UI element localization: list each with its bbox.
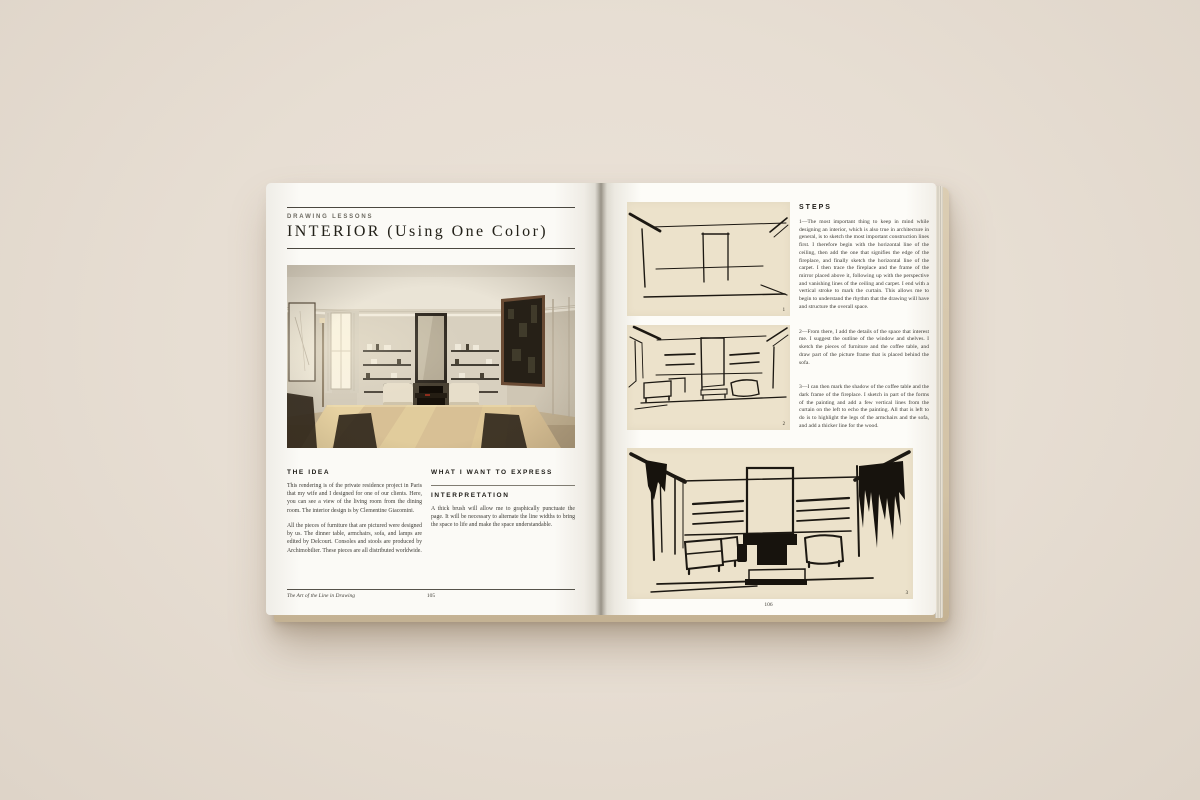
sketch-step-3 [627,448,913,599]
sketch-step-1 [627,202,790,316]
footer-rule [287,589,575,590]
sketch-step-1-drawing [627,202,790,316]
steps-column [799,204,929,431]
right-page-content [601,183,936,615]
page-number-right: 106 [764,602,773,608]
lesson-eyebrow: DRAWING LESSONS [287,214,374,220]
sketch-step-2-drawing [627,325,790,430]
interior-photo [287,265,575,448]
idea-heading: THE IDEA [287,469,331,476]
idea-column [287,469,422,555]
left-footer [287,589,575,601]
lesson-title: INTERIOR (Using One Color) [287,223,549,240]
page-stack-edge [935,186,943,618]
sketch-step-3-drawing [627,448,913,599]
book-title: The Art of the Line in Drawing [287,593,356,599]
express-column [431,469,575,555]
photo-vignette [287,265,575,448]
panel-1-number: 1 [782,308,785,313]
interpretation-heading: INTERPRETATION [431,492,510,499]
step-paragraph-3: 3—I can then mark the shadow of the coffee table and the dark frame of the fireplace. I sketch in part of the forms of the painting and add a few vertical lines from the curtain on the left to echo the painting. All that is left to do is to highlight the legs of the armchairs and the sofa, and add a thicker line for the wood. [799,384,929,429]
book-pages [266,183,936,615]
sketch-step-2 [627,325,790,430]
panel-3-number: 3 [905,591,908,596]
step-paragraph-1: 1—The most important thing to keep in mind while designing an interior, which is also true in architecture in general, is to sketch the most important construction lines first. I therefore begin with the horizontal line of the ceiling, then add the one that signifies the edge of the fireplace, and finally sketch the horizontal line of the carpet. I then trace the fireplace and the frame of the mirror placed above it, following up with the perspective and vanishing lines of the ceiling and carpet. I end with a vertical stroke to mark the curtain. This allows me to begin to understand the rhythm that the drawing will have and structure the overall space. [799,219,929,310]
header-rule-bottom [287,248,575,249]
page-number-left: 105 [426,593,436,599]
express-heading: WHAT I WANT TO EXPRESS [431,469,553,476]
idea-paragraph-2: All the pieces of furniture that are pictured were designed by us. The dinner table, armchairs, sofa, and lamps are edited by Delcourt. Consoles and stools are produced by Archimobilier. These pieces are all distributed worldwide. [287,522,422,554]
idea-paragraph-1: This rendering is of the private residence project in Paris that my wife and I designed for one of our clients. Here, you can see a view of the living room from the dining room. The interior design is by Clementine Giacomini. [287,483,422,514]
interpretation-paragraph: A thick brush will allow me to graphically punctuate the page. It will be necessary to alternate the line widths to bring the space to life and make the space understandable. [431,506,575,529]
panel-2-number: 2 [782,422,785,427]
express-divider [431,485,575,486]
left-page [266,183,601,615]
text-columns [287,469,575,555]
steps-heading: STEPS [799,204,832,211]
footer-row [287,593,575,601]
step-paragraph-2: 2—From there, I add the details of the space that interest me. I suggest the outline of the window and shelves. I sketch the pieces of furniture and the coffee table, and draw part of the picture frame that is placed behind the sofa. [799,328,929,366]
open-book [266,183,936,615]
header-rule-top [287,207,575,208]
right-page [601,183,936,615]
left-page-content [287,207,575,605]
